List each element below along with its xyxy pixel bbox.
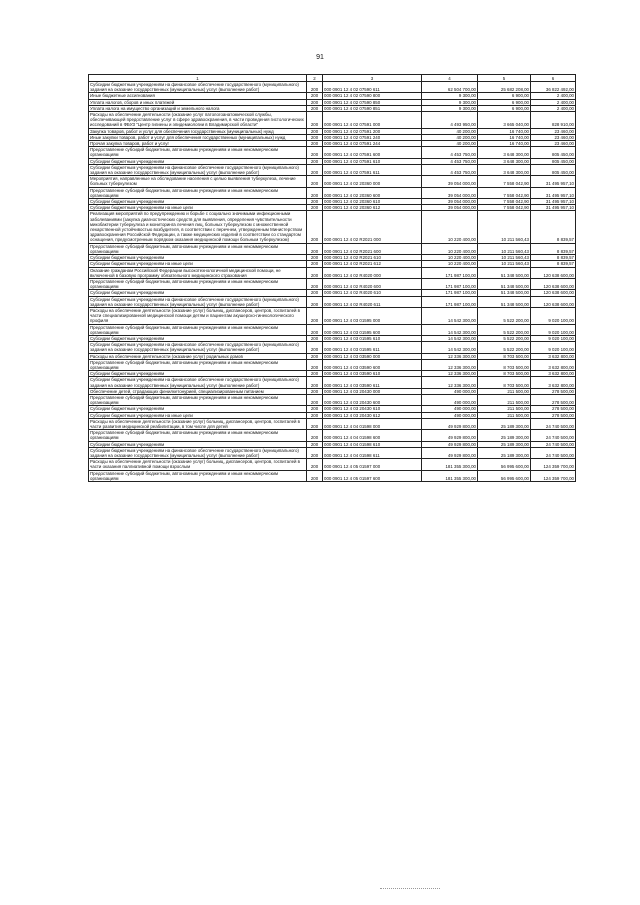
row-rest-cell: 278 500,00 xyxy=(531,412,576,418)
row-code-cell: 000 0901 12 4 02 20360 600 xyxy=(323,187,422,198)
row-rest-cell: 31 495 957,10 xyxy=(531,176,576,187)
row-ved-cell: 200 xyxy=(307,147,323,158)
row-ved-cell: 200 xyxy=(307,418,323,429)
row-exec-cell: 10 211 560,43 xyxy=(478,243,531,254)
row-name-cell: Реализация мероприятий по предупреждению и борьбе с социально значимыми инфекционными заболеваниями (закупка диагностических средств для выявления, определения чувствительности микобактерии туберкулеза и мониторинга лечения лиц, больных туберкулезом с множественной лекарственной устойчивостью возбудителя, в соответствии с перечнем, утвержденным Министерством здравоохранения Российской Федерации, а также медицинских изделий в соответствии со стандартом оснащения, предусмотренным порядком оказания медицинской помощи больным туберкулезом) xyxy=(89,211,307,243)
row-exec-cell: 3 648 300,00 xyxy=(478,147,531,158)
row-ved-cell: 200 xyxy=(307,307,323,324)
row-ved-cell: 200 xyxy=(307,176,323,187)
row-code-cell: 000 0901 12 4 02 07591 200 xyxy=(323,128,422,134)
row-rest-cell: 9 020 100,00 xyxy=(531,342,576,353)
row-ved-cell: 200 xyxy=(307,406,323,412)
row-exec-cell: 25 189 300,00 xyxy=(478,430,531,441)
row-plan-cell: 14 542 300,00 xyxy=(422,342,478,353)
row-plan-cell: 49 929 800,00 xyxy=(422,430,478,441)
table-row xyxy=(89,441,576,447)
row-ved-cell: 200 xyxy=(307,394,323,405)
row-name-cell: Предоставление субсидий бюджетным, автономным учреждениям и иным некоммерческим организациям xyxy=(89,359,307,370)
row-code-cell: 000 0901 12 4 02 07591 244 xyxy=(323,141,422,147)
row-code-cell: 000 0901 12 4 03 03590 611 xyxy=(323,377,422,388)
row-code-cell: 000 0901 12 4 03 20430 610 xyxy=(323,406,422,412)
row-rest-cell: 24 740 500,00 xyxy=(531,418,576,429)
row-rest-cell: 36 822 492,00 xyxy=(531,82,576,93)
row-exec-cell: 7 558 042,90 xyxy=(478,187,531,198)
row-code-cell: 000 0901 12 4 02 20360 612 xyxy=(323,205,422,211)
row-rest-cell: 8 839,57 xyxy=(531,261,576,267)
row-plan-cell: 490 000,00 xyxy=(422,388,478,394)
row-plan-cell: 12 336 300,00 xyxy=(422,377,478,388)
table-row xyxy=(89,255,576,261)
row-rest-cell: 120 638 600,00 xyxy=(531,296,576,307)
row-name-cell: Субсидии бюджетным учреждениям xyxy=(89,199,307,205)
row-exec-cell: 51 348 500,00 xyxy=(478,267,531,278)
row-ved-cell: 200 xyxy=(307,353,323,359)
row-ved-cell: 200 xyxy=(307,412,323,418)
row-name-cell: Субсидии бюджетным учреждениям на иные цели xyxy=(89,205,307,211)
row-exec-cell: 8 703 500,00 xyxy=(478,359,531,370)
row-code-cell: 000 0901 12 4 03 20430 600 xyxy=(323,394,422,405)
row-plan-cell: 10 220 400,00 xyxy=(422,211,478,243)
row-name-cell: Субсидии бюджетным учреждениям xyxy=(89,290,307,296)
row-plan-cell: 12 336 300,00 xyxy=(422,359,478,370)
row-code-cell: 000 0901 12 4 02 07590 800 xyxy=(323,93,422,99)
header-cell: 6 xyxy=(531,75,576,82)
row-exec-cell: 3 665 040,00 xyxy=(478,112,531,129)
row-name-cell: Предоставление субсидий бюджетным, автономным учреждениям и иным некоммерческим организациям xyxy=(89,470,307,481)
table-row xyxy=(89,278,576,289)
row-code-cell: 000 0901 12 4 03 03590 600 xyxy=(323,359,422,370)
row-exec-cell: 211 500,00 xyxy=(478,388,531,394)
table-row xyxy=(89,430,576,441)
row-rest-cell: 120 638 600,00 xyxy=(531,290,576,296)
row-exec-cell: 211 500,00 xyxy=(478,412,531,418)
row-code-cell: 000 0901 12 4 02 07591 000 xyxy=(323,112,422,129)
row-exec-cell: 6 900,00 xyxy=(478,105,531,111)
table-row xyxy=(89,147,576,158)
row-rest-cell: 23 460,00 xyxy=(531,134,576,140)
row-plan-cell: 10 220 400,00 xyxy=(422,243,478,254)
header-cell: 2 xyxy=(307,75,323,82)
row-code-cell: 000 0901 12 4 02 20360 610 xyxy=(323,199,422,205)
row-rest-cell: 2 400,00 xyxy=(531,105,576,111)
row-ved-cell: 200 xyxy=(307,243,323,254)
row-rest-cell: 120 638 600,00 xyxy=(531,267,576,278)
row-ved-cell: 200 xyxy=(307,441,323,447)
header-cell: 4 xyxy=(422,75,478,82)
row-ved-cell: 200 xyxy=(307,158,323,164)
row-plan-cell: 39 054 000,00 xyxy=(422,199,478,205)
row-rest-cell: 3 632 800,00 xyxy=(531,353,576,359)
row-code-cell: 000 0901 12 4 03 01595 000 xyxy=(323,307,422,324)
row-ved-cell: 200 xyxy=(307,296,323,307)
table-row xyxy=(89,164,576,175)
row-ved-cell: 200 xyxy=(307,447,323,458)
row-name-cell: Субсидии бюджетным учреждениям на финансовое обеспечение государственного (муниципального) задания на оказание государственных (муниципальных) услуг (выполнение работ) xyxy=(89,82,307,93)
row-rest-cell: 31 495 957,10 xyxy=(531,187,576,198)
row-code-cell: 000 0901 12 4 02 R4020 600 xyxy=(323,278,422,289)
table-row xyxy=(89,324,576,335)
row-ved-cell: 200 xyxy=(307,335,323,341)
row-ved-cell: 200 xyxy=(307,82,323,93)
row-exec-cell: 6 900,00 xyxy=(478,99,531,105)
row-exec-cell: 8 703 500,00 xyxy=(478,371,531,377)
row-name-cell: Иные бюджетные ассигнования xyxy=(89,93,307,99)
row-ved-cell: 200 xyxy=(307,388,323,394)
row-rest-cell: 3 632 800,00 xyxy=(531,377,576,388)
row-plan-cell: 171 987 100,00 xyxy=(422,278,478,289)
row-ved-cell: 200 xyxy=(307,128,323,134)
row-code-cell: 000 0901 12 4 02 07591 611 xyxy=(323,164,422,175)
row-ved-cell: 200 xyxy=(307,377,323,388)
row-ved-cell: 200 xyxy=(307,278,323,289)
row-name-cell: Субсидии бюджетным учреждениям xyxy=(89,158,307,164)
row-name-cell: Субсидии бюджетным учреждениям xyxy=(89,406,307,412)
row-exec-cell: 51 348 500,00 xyxy=(478,290,531,296)
row-exec-cell: 10 211 560,43 xyxy=(478,211,531,243)
row-ved-cell: 200 xyxy=(307,459,323,470)
row-plan-cell: 10 220 400,00 xyxy=(422,261,478,267)
table-row xyxy=(89,290,576,296)
row-code-cell: 000 0901 12 4 04 01598 600 xyxy=(323,430,422,441)
row-rest-cell: 120 638 600,00 xyxy=(531,278,576,289)
row-plan-cell: 39 054 000,00 xyxy=(422,187,478,198)
header-cell: 3 xyxy=(323,75,422,82)
row-name-cell: Предоставление субсидий бюджетным, автономным учреждениям и иным некоммерческим организациям xyxy=(89,278,307,289)
row-plan-cell: 49 929 800,00 xyxy=(422,418,478,429)
row-ved-cell: 200 xyxy=(307,211,323,243)
row-ved-cell: 200 xyxy=(307,470,323,481)
row-name-cell: Прочая закупка товаров, работ и услуг xyxy=(89,141,307,147)
row-ved-cell: 200 xyxy=(307,255,323,261)
row-exec-cell: 6 900,00 xyxy=(478,93,531,99)
row-ved-cell: 200 xyxy=(307,187,323,198)
row-name-cell: Оказание гражданам Российской Федерации высокотехнологичной медицинской помощи, не включенной в базовую программу обязательного медицинского страхования xyxy=(89,267,307,278)
row-code-cell: 000 0901 12 4 03 01595 610 xyxy=(323,335,422,341)
table-row xyxy=(89,459,576,470)
row-rest-cell: 278 500,00 xyxy=(531,394,576,405)
table-row xyxy=(89,342,576,353)
row-ved-cell: 200 xyxy=(307,141,323,147)
row-code-cell: 000 0901 12 4 03 20430 612 xyxy=(323,412,422,418)
row-plan-cell: 490 000,00 xyxy=(422,406,478,412)
row-name-cell: Расходы на обеспечение деятельности (оказание услуг) больниц, диспансеров, центров, госпиталей в части развития медицинской реабилитации, в том числе для детей xyxy=(89,418,307,429)
table-row xyxy=(89,82,576,93)
row-ved-cell: 200 xyxy=(307,261,323,267)
row-rest-cell: 805 450,00 xyxy=(531,158,576,164)
table-row xyxy=(89,447,576,458)
table-row xyxy=(89,394,576,405)
row-rest-cell: 3 632 800,00 xyxy=(531,359,576,370)
row-exec-cell: 16 740,00 xyxy=(478,141,531,147)
row-name-cell: Субсидии бюджетным учреждениям на финансовое обеспечение государственного (муниципального) задания на оказание государственных (муниципальных) услуг (выполнение работ) xyxy=(89,377,307,388)
row-plan-cell: 12 336 300,00 xyxy=(422,353,478,359)
table-row xyxy=(89,371,576,377)
row-name-cell: Мероприятия, направленные на обследование населения с целью выявления туберкулеза, лечение больных туберкулезом xyxy=(89,176,307,187)
row-plan-cell: 490 000,00 xyxy=(422,394,478,405)
row-code-cell: 000 0901 12 4 02 07591 240 xyxy=(323,134,422,140)
row-plan-cell: 490 000,00 xyxy=(422,412,478,418)
row-code-cell: 000 0901 12 4 03 03590 610 xyxy=(323,371,422,377)
table-row xyxy=(89,418,576,429)
row-ved-cell: 200 xyxy=(307,134,323,140)
row-rest-cell: 23 460,00 xyxy=(531,141,576,147)
row-ved-cell: 200 xyxy=(307,359,323,370)
row-code-cell: 000 0901 12 4 02 07590 850 xyxy=(323,99,422,105)
row-name-cell: Субсидии бюджетным учреждениям на финансовое обеспечение государственного (муниципального) задания на оказание государственных (муниципальных) услуг (выполнение работ) xyxy=(89,296,307,307)
row-ved-cell: 200 xyxy=(307,267,323,278)
row-code-cell: 000 0901 12 4 03 03590 000 xyxy=(323,353,422,359)
row-name-cell: Обеспечение детей, страдающих фенилкетонурией, специализированным питанием xyxy=(89,388,307,394)
budget-table xyxy=(88,74,576,482)
row-rest-cell: 3 632 800,00 xyxy=(531,371,576,377)
row-plan-cell: 39 054 000,00 xyxy=(422,205,478,211)
header-cell: 5 xyxy=(478,75,531,82)
row-exec-cell: 8 703 500,00 xyxy=(478,377,531,388)
table-row xyxy=(89,261,576,267)
row-code-cell: 000 0901 12 4 02 R4020 000 xyxy=(323,267,422,278)
row-name-cell: Субсидии бюджетным учреждениям на финансовое обеспечение государственного (муниципального) задания на оказание государственных (муниципальных) услуг (выполнение работ) xyxy=(89,164,307,175)
row-plan-cell: 40 200,00 xyxy=(422,134,478,140)
row-exec-cell: 25 189 300,00 xyxy=(478,447,531,458)
row-rest-cell: 24 740 500,00 xyxy=(531,441,576,447)
row-name-cell: Расходы на обеспечение деятельности (оказание услуг) больниц, диспансеров, центров, госпиталей в части специализированной медицинской помощи детям и пациентам акушерско-гинекологического профиля xyxy=(89,307,307,324)
table-row xyxy=(89,243,576,254)
row-exec-cell: 56 995 600,00 xyxy=(478,470,531,481)
row-code-cell: 000 0901 12 4 05 01597 600 xyxy=(323,470,422,481)
row-plan-cell: 171 987 100,00 xyxy=(422,296,478,307)
row-exec-cell: 25 189 300,00 xyxy=(478,418,531,429)
header-cell: 1 xyxy=(89,75,307,82)
row-code-cell: 000 0901 12 4 02 07590 611 xyxy=(323,82,422,93)
row-code-cell: 000 0901 12 4 02 R2021 600 xyxy=(323,243,422,254)
row-exec-cell: 16 740,00 xyxy=(478,128,531,134)
table-row xyxy=(89,112,576,129)
row-plan-cell: 9 300,00 xyxy=(422,93,478,99)
row-rest-cell: 9 020 100,00 xyxy=(531,335,576,341)
row-plan-cell: 10 220 400,00 xyxy=(422,255,478,261)
row-plan-cell: 4 453 750,00 xyxy=(422,147,478,158)
row-plan-cell: 49 929 800,00 xyxy=(422,447,478,458)
row-name-cell: Субсидии бюджетным учреждениям xyxy=(89,441,307,447)
row-code-cell: 000 0901 12 4 02 R4020 610 xyxy=(323,290,422,296)
row-exec-cell: 10 211 560,43 xyxy=(478,261,531,267)
row-rest-cell: 2 400,00 xyxy=(531,99,576,105)
row-name-cell: Уплата налогов, сборов и иных платежей xyxy=(89,99,307,105)
row-name-cell: Субсидии бюджетным учреждениям на финансовое обеспечение государственного (муниципального) задания на оказание государственных (муниципальных) услуг (выполнение работ) xyxy=(89,447,307,458)
row-name-cell: Предоставление субсидий бюджетным, автономным учреждениям и иным некоммерческим организациям xyxy=(89,243,307,254)
row-code-cell: 000 0901 12 4 02 07591 610 xyxy=(323,158,422,164)
row-exec-cell: 25 189 300,00 xyxy=(478,441,531,447)
row-plan-cell: 40 200,00 xyxy=(422,141,478,147)
table-row xyxy=(89,176,576,187)
row-ved-cell: 200 xyxy=(307,99,323,105)
row-rest-cell: 9 020 100,00 xyxy=(531,324,576,335)
row-exec-cell: 5 522 200,00 xyxy=(478,324,531,335)
row-exec-cell: 7 558 042,90 xyxy=(478,176,531,187)
row-code-cell: 000 0901 12 4 05 01597 000 xyxy=(323,459,422,470)
row-exec-cell: 3 648 300,00 xyxy=(478,164,531,175)
row-code-cell: 000 0901 12 4 02 R4020 611 xyxy=(323,296,422,307)
row-name-cell: Субсидии бюджетным учреждениям на иные цели xyxy=(89,261,307,267)
row-plan-cell: 4 453 750,00 xyxy=(422,158,478,164)
row-rest-cell: 31 495 957,10 xyxy=(531,199,576,205)
row-exec-cell: 16 740,00 xyxy=(478,134,531,140)
row-name-cell: Предоставление субсидий бюджетным, автономным учреждениям и иным некоммерческим организациям xyxy=(89,147,307,158)
row-plan-cell: 62 504 700,00 xyxy=(422,82,478,93)
row-name-cell: Субсидии бюджетным учреждениям xyxy=(89,371,307,377)
table-row xyxy=(89,359,576,370)
row-plan-cell: 171 987 100,00 xyxy=(422,267,478,278)
table-row xyxy=(89,353,576,359)
table-row xyxy=(89,470,576,481)
row-code-cell: 000 0901 12 4 03 01595 600 xyxy=(323,324,422,335)
row-ved-cell: 200 xyxy=(307,164,323,175)
row-ved-cell: 200 xyxy=(307,290,323,296)
row-name-cell: Субсидии бюджетным учреждениям на финансовое обеспечение государственного (муниципального) задания на оказание государственных (муниципальных) услуг (выполнение работ) xyxy=(89,342,307,353)
row-rest-cell: 23 460,00 xyxy=(531,128,576,134)
row-exec-cell: 5 522 200,00 xyxy=(478,335,531,341)
row-name-cell: Субсидии бюджетным учреждениям xyxy=(89,335,307,341)
row-rest-cell: 278 500,00 xyxy=(531,388,576,394)
row-exec-cell: 211 500,00 xyxy=(478,406,531,412)
row-exec-cell: 211 500,00 xyxy=(478,394,531,405)
table-header-row xyxy=(89,75,576,82)
row-exec-cell: 7 558 042,90 xyxy=(478,199,531,205)
row-code-cell: 000 0901 12 4 04 01598 000 xyxy=(323,418,422,429)
row-name-cell: Предоставление субсидий бюджетным, автономным учреждениям и иным некоммерческим организациям xyxy=(89,187,307,198)
table-row xyxy=(89,267,576,278)
row-rest-cell: 8 839,57 xyxy=(531,255,576,261)
page-number: 91 xyxy=(316,54,324,61)
row-name-cell: Иные закупки товаров, работ и услуг для обеспечения государственных (муниципальных) нужд xyxy=(89,134,307,140)
row-plan-cell: 4 493 950,00 xyxy=(422,112,478,129)
row-name-cell: Предоставление субсидий бюджетным, автономным учреждениям и иным некоммерческим организациям xyxy=(89,324,307,335)
row-plan-cell: 14 542 300,00 xyxy=(422,324,478,335)
row-plan-cell: 12 336 300,00 xyxy=(422,371,478,377)
row-rest-cell: 828 910,00 xyxy=(531,112,576,129)
row-ved-cell: 200 xyxy=(307,324,323,335)
row-rest-cell: 124 359 700,00 xyxy=(531,470,576,481)
row-code-cell: 000 0901 12 4 02 07591 600 xyxy=(323,147,422,158)
row-code-cell: 000 0901 12 4 02 R2021 612 xyxy=(323,261,422,267)
row-plan-cell: 14 542 300,00 xyxy=(422,307,478,324)
row-plan-cell: 49 929 800,00 xyxy=(422,441,478,447)
row-plan-cell: 181 355 300,00 xyxy=(422,470,478,481)
row-name-cell: Закупка товаров, работ и услуг для обеспечения государственных (муниципальных) нужд xyxy=(89,128,307,134)
row-exec-cell: 5 522 200,00 xyxy=(478,307,531,324)
row-ved-cell: 200 xyxy=(307,93,323,99)
table-row xyxy=(89,158,576,164)
row-exec-cell: 7 558 042,90 xyxy=(478,205,531,211)
row-code-cell: 000 0901 12 4 02 20360 000 xyxy=(323,176,422,187)
table-row xyxy=(89,377,576,388)
row-plan-cell: 14 542 300,00 xyxy=(422,335,478,341)
table-row xyxy=(89,296,576,307)
table-row xyxy=(89,307,576,324)
table-row xyxy=(89,187,576,198)
row-exec-cell: 5 522 200,00 xyxy=(478,342,531,353)
row-ved-cell: 200 xyxy=(307,430,323,441)
table-row xyxy=(89,335,576,341)
row-name-cell: Расходы на обеспечение деятельности (оказание услуг патологоанатомической службы, обеспечивающей предоставление услуг в сфере здравоохранения, в части проведения гистологических исследований в ФБУЗ "Центр гигиены и эпидемиологии в Владимирской области" xyxy=(89,112,307,129)
row-ved-cell: 200 xyxy=(307,342,323,353)
row-ved-cell: 200 xyxy=(307,371,323,377)
row-plan-cell: 9 300,00 xyxy=(422,99,478,105)
table-row xyxy=(89,205,576,211)
row-ved-cell: 200 xyxy=(307,205,323,211)
table-row xyxy=(89,199,576,205)
row-plan-cell: 4 453 750,00 xyxy=(422,164,478,175)
row-code-cell: 000 0901 12 4 03 01595 611 xyxy=(323,342,422,353)
row-rest-cell: 31 495 957,10 xyxy=(531,205,576,211)
row-code-cell: 000 0901 12 4 03 20430 000 xyxy=(323,388,422,394)
row-rest-cell: 805 450,00 xyxy=(531,147,576,158)
row-rest-cell: 8 839,57 xyxy=(531,243,576,254)
row-plan-cell: 9 300,00 xyxy=(422,105,478,111)
row-code-cell: 000 0901 12 4 04 01598 611 xyxy=(323,447,422,458)
row-name-cell: Расходы на обеспечение деятельности (оказание услуг) родильных домов xyxy=(89,353,307,359)
row-code-cell: 000 0901 12 4 02 R2021 000 xyxy=(323,211,422,243)
row-plan-cell: 171 987 100,00 xyxy=(422,290,478,296)
row-exec-cell: 51 348 500,00 xyxy=(478,296,531,307)
row-exec-cell: 56 995 600,00 xyxy=(478,459,531,470)
row-ved-cell: 200 xyxy=(307,199,323,205)
row-ved-cell: 200 xyxy=(307,105,323,111)
row-rest-cell: 2 400,00 xyxy=(531,93,576,99)
row-rest-cell: 124 359 700,00 xyxy=(531,459,576,470)
row-rest-cell: 278 500,00 xyxy=(531,406,576,412)
row-code-cell: 000 0901 12 4 02 R2021 610 xyxy=(323,255,422,261)
row-rest-cell: 24 740 500,00 xyxy=(531,430,576,441)
row-code-cell: 000 0901 12 4 04 01598 610 xyxy=(323,441,422,447)
page-footer-mark xyxy=(380,888,440,890)
row-plan-cell: 40 200,00 xyxy=(422,128,478,134)
row-rest-cell: 9 020 100,00 xyxy=(531,307,576,324)
row-name-cell: Субсидии бюджетным учреждениям на иные цели xyxy=(89,412,307,418)
row-rest-cell: 805 450,00 xyxy=(531,164,576,175)
row-name-cell: Уплата налога на имущество организаций и земельного налога xyxy=(89,105,307,111)
row-name-cell: Предоставление субсидий бюджетным, автономным учреждениям и иным некоммерческим организациям xyxy=(89,394,307,405)
row-exec-cell: 25 682 208,00 xyxy=(478,82,531,93)
row-exec-cell: 3 648 300,00 xyxy=(478,158,531,164)
row-name-cell: Предоставление субсидий бюджетным, автономным учреждениям и иным некоммерческим организациям xyxy=(89,430,307,441)
row-exec-cell: 10 211 560,43 xyxy=(478,255,531,261)
row-code-cell: 000 0901 12 4 02 07590 851 xyxy=(323,105,422,111)
row-exec-cell: 8 703 500,00 xyxy=(478,353,531,359)
row-name-cell: Расходы на обеспечение деятельности (оказание услуг) больниц, диспансеров, центров, госпиталей в части оказания паллиативной помощи взрослым xyxy=(89,459,307,470)
table-row xyxy=(89,211,576,243)
row-plan-cell: 181 355 300,00 xyxy=(422,459,478,470)
row-plan-cell: 39 054 000,00 xyxy=(422,176,478,187)
row-exec-cell: 51 348 500,00 xyxy=(478,278,531,289)
row-ved-cell: 200 xyxy=(307,112,323,129)
row-name-cell: Субсидии бюджетным учреждениям xyxy=(89,255,307,261)
row-rest-cell: 24 740 500,00 xyxy=(531,447,576,458)
row-rest-cell: 8 839,57 xyxy=(531,211,576,243)
